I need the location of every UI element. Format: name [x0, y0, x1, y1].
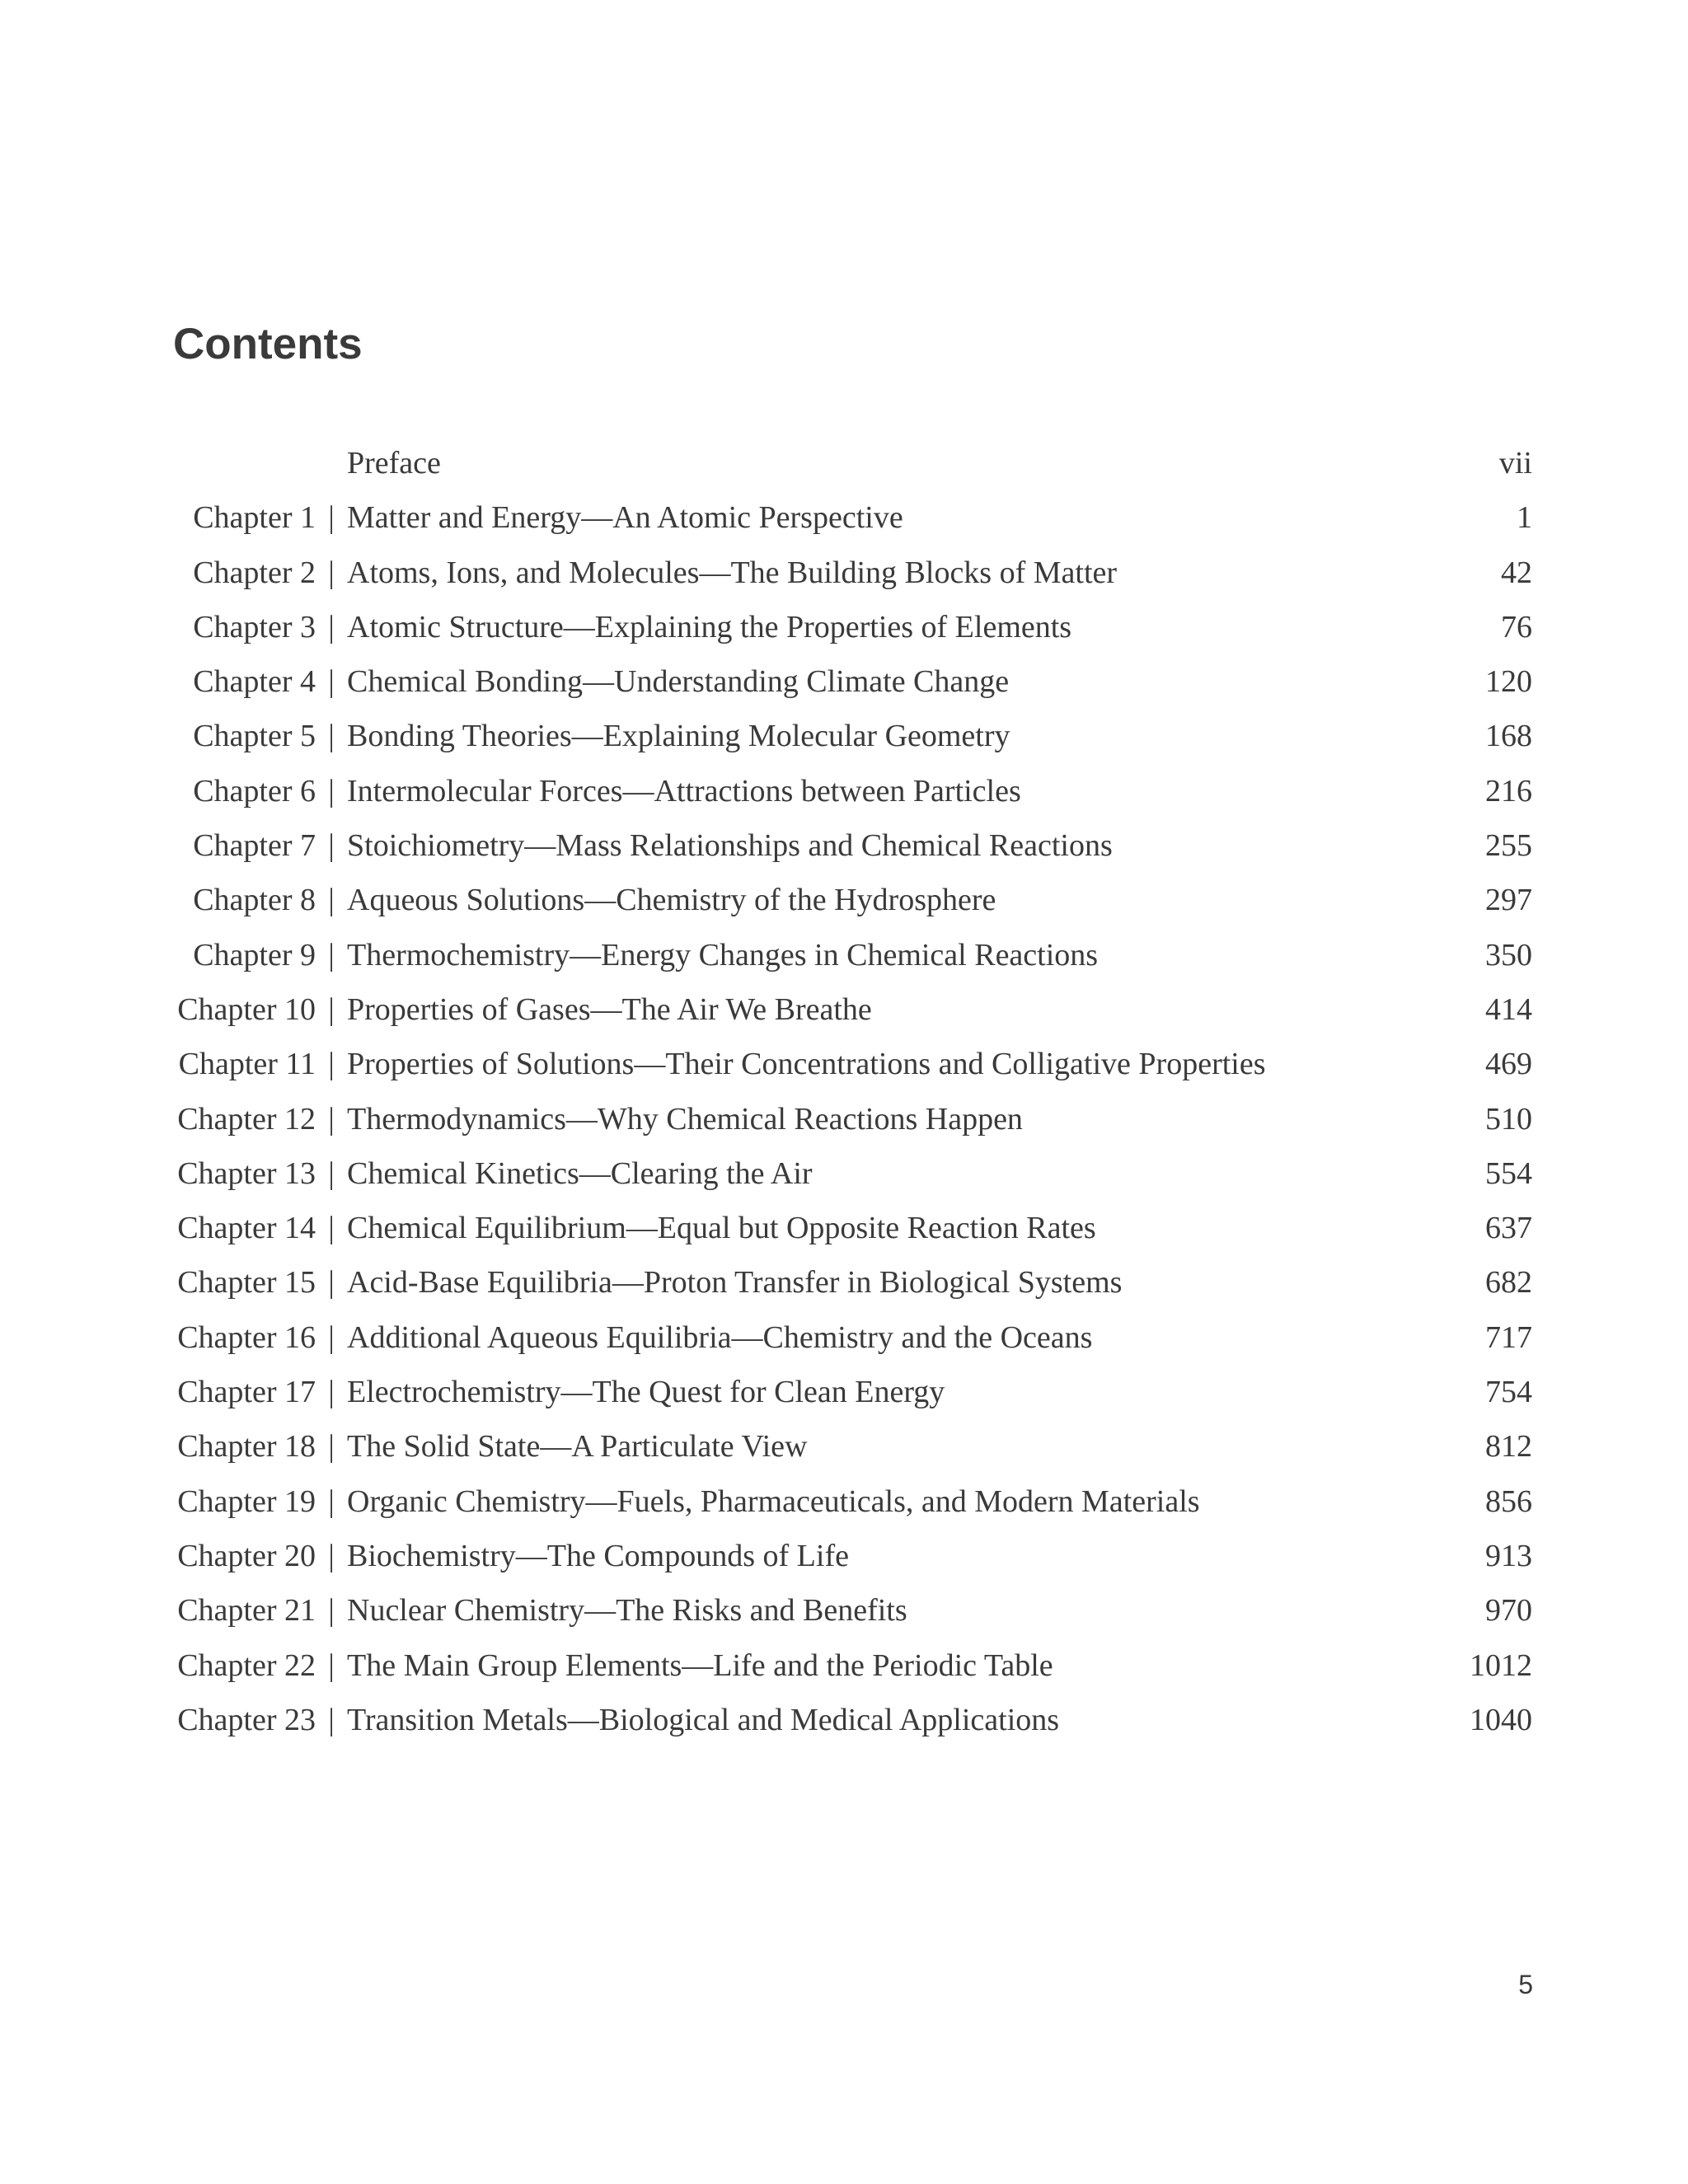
- entry-title: Preface: [347, 446, 441, 480]
- entry-page-number: 970: [1485, 1593, 1532, 1629]
- chapter-separator: |: [328, 719, 335, 754]
- chapter-label: Chapter 12: [177, 1101, 316, 1137]
- chapter-separator: |: [328, 555, 335, 590]
- entry-page-number: 754: [1485, 1375, 1532, 1410]
- entry-title: Thermodynamics—Why Chemical Reactions Happen: [347, 1101, 1023, 1137]
- entry-page-number: 637: [1485, 1211, 1532, 1246]
- toc-entry-chapter: [0, 1365, 1688, 1419]
- chapter-separator: |: [328, 773, 335, 808]
- entry-page-number: 414: [1485, 991, 1532, 1027]
- entry-page-number: 812: [1485, 1429, 1532, 1465]
- entry-page-number: 913: [1485, 1538, 1532, 1573]
- toc-entry-chapter: [0, 1310, 1688, 1365]
- toc-entry-chapter: [0, 709, 1688, 763]
- entry-page-number: 682: [1485, 1265, 1532, 1301]
- chapter-label: Chapter 6: [193, 773, 316, 808]
- chapter-label: Chapter 16: [177, 1319, 316, 1355]
- entry-page-number: 717: [1485, 1319, 1532, 1355]
- toc-entry-chapter: [0, 818, 1688, 873]
- entry-page-number: 1012: [1470, 1647, 1532, 1683]
- chapter-separator: |: [328, 500, 335, 536]
- entry-title: Organic Chemistry—Fuels, Pharmaceuticals, and Modern Materials: [347, 1483, 1200, 1519]
- toc-entry-chapter: [0, 1037, 1688, 1091]
- page-title: Contents: [173, 320, 363, 368]
- chapter-label: Chapter 19: [177, 1483, 316, 1519]
- entry-title: Acid-Base Equilibria—Proton Transfer in Biological Systems: [347, 1265, 1123, 1301]
- chapter-label: Chapter 22: [177, 1647, 316, 1683]
- entry-page-number: 216: [1485, 773, 1532, 808]
- table-of-contents: [0, 436, 1688, 1747]
- entry-title: The Main Group Elements—Life and the Periodic Table: [347, 1647, 1053, 1683]
- chapter-separator: |: [328, 609, 335, 644]
- chapter-separator: |: [328, 1155, 335, 1191]
- toc-entry-chapter: [0, 1529, 1688, 1583]
- chapter-separator: |: [328, 883, 335, 918]
- chapter-label: Chapter 7: [193, 828, 316, 864]
- chapter-label: Chapter 14: [177, 1211, 316, 1246]
- entry-title: Aqueous Solutions—Chemistry of the Hydrosphere: [347, 883, 996, 918]
- entry-title: Additional Aqueous Equilibria—Chemistry and the Oceans: [347, 1319, 1093, 1355]
- toc-entry-chapter: [0, 1092, 1688, 1146]
- chapter-separator: |: [328, 1647, 335, 1683]
- entry-title: Properties of Gases—The Air We Breathe: [347, 991, 872, 1027]
- chapter-separator: |: [328, 1375, 335, 1410]
- entry-title: Chemical Kinetics—Clearing the Air: [347, 1155, 813, 1191]
- chapter-label: Chapter 11: [178, 1047, 316, 1082]
- chapter-separator: |: [328, 1593, 335, 1629]
- toc-entry-chapter: [0, 654, 1688, 709]
- chapter-label: Chapter 23: [177, 1702, 316, 1737]
- entry-page-number: 469: [1485, 1047, 1532, 1082]
- toc-entry-chapter: [0, 1583, 1688, 1638]
- toc-entry-chapter: [0, 1638, 1688, 1693]
- chapter-label: Chapter 1: [193, 500, 316, 536]
- toc-entry-chapter: [0, 600, 1688, 654]
- entry-page-number: 76: [1501, 609, 1532, 644]
- chapter-separator: |: [328, 1265, 335, 1301]
- page-number: 5: [1518, 1970, 1533, 1999]
- chapter-separator: |: [328, 1047, 335, 1082]
- entry-page-number: 554: [1485, 1155, 1532, 1191]
- chapter-label: Chapter 13: [177, 1155, 316, 1191]
- chapter-label: Chapter 15: [177, 1265, 316, 1301]
- entry-page-number: 120: [1485, 664, 1532, 700]
- entry-title: Thermochemistry—Energy Changes in Chemical Reactions: [347, 937, 1099, 972]
- entry-title: Biochemistry—The Compounds of Life: [347, 1538, 849, 1573]
- toc-entry-chapter: [0, 546, 1688, 600]
- entry-page-number: 856: [1485, 1483, 1532, 1519]
- chapter-label: Chapter 9: [193, 937, 316, 972]
- chapter-separator: |: [328, 1211, 335, 1246]
- chapter-label: Chapter 20: [177, 1538, 316, 1573]
- chapter-label: Chapter 21: [177, 1593, 316, 1629]
- toc-entry-preface: [0, 436, 1688, 490]
- chapter-separator: |: [328, 1483, 335, 1519]
- entry-title: Electrochemistry—The Quest for Clean Energy: [347, 1375, 945, 1410]
- entry-page-number: 1040: [1470, 1702, 1532, 1737]
- entry-title: Matter and Energy—An Atomic Perspective: [347, 500, 903, 536]
- entry-title: Bonding Theories—Explaining Molecular Geometry: [347, 719, 1010, 754]
- chapter-separator: |: [328, 1319, 335, 1355]
- entry-title: Intermolecular Forces—Attractions between Particles: [347, 773, 1021, 808]
- toc-entry-chapter: [0, 1474, 1688, 1529]
- chapter-label: Chapter 2: [193, 555, 316, 590]
- toc-entry-chapter: [0, 490, 1688, 545]
- entry-title: Nuclear Chemistry—The Risks and Benefits: [347, 1593, 907, 1629]
- entry-page-number: 297: [1485, 883, 1532, 918]
- toc-entry-chapter: [0, 1255, 1688, 1310]
- entry-page-number: 42: [1501, 555, 1532, 590]
- chapter-label: Chapter 17: [177, 1375, 316, 1410]
- entry-page-number: 168: [1485, 719, 1532, 754]
- chapter-label: Chapter 4: [193, 664, 316, 700]
- chapter-separator: |: [328, 664, 335, 700]
- toc-entry-chapter: [0, 1146, 1688, 1201]
- chapter-separator: |: [328, 1702, 335, 1737]
- toc-entry-chapter: [0, 1201, 1688, 1255]
- chapter-label: Chapter 18: [177, 1429, 316, 1465]
- chapter-separator: |: [328, 1538, 335, 1573]
- chapter-label: Chapter 3: [193, 609, 316, 644]
- toc-entry-chapter: [0, 982, 1688, 1037]
- toc-entry-chapter: [0, 764, 1688, 818]
- chapter-label: Chapter 10: [177, 991, 316, 1027]
- entry-title: Transition Metals—Biological and Medical Applications: [347, 1702, 1060, 1737]
- chapter-separator: |: [328, 1429, 335, 1465]
- entry-title: Chemical Equilibrium—Equal but Opposite Reaction Rates: [347, 1211, 1096, 1246]
- entry-title: Atoms, Ions, and Molecules—The Building Blocks of Matter: [347, 555, 1118, 590]
- entry-title: Chemical Bonding—Understanding Climate Change: [347, 664, 1010, 700]
- entry-title: Properties of Solutions—Their Concentrations and Colligative Properties: [347, 1047, 1266, 1082]
- entry-page-number: 350: [1485, 937, 1532, 972]
- entry-title: The Solid State—A Particulate View: [347, 1429, 808, 1465]
- entry-page-number: vii: [1498, 446, 1532, 480]
- chapter-separator: |: [328, 991, 335, 1027]
- chapter-label: Chapter 8: [193, 883, 316, 918]
- chapter-label: Chapter 5: [193, 719, 316, 754]
- toc-entry-chapter: [0, 1419, 1688, 1474]
- toc-entry-chapter: [0, 1693, 1688, 1747]
- toc-entry-chapter: [0, 928, 1688, 982]
- entry-page-number: 255: [1485, 828, 1532, 864]
- toc-entry-chapter: [0, 873, 1688, 927]
- chapter-separator: |: [328, 937, 335, 972]
- chapter-separator: |: [328, 1101, 335, 1137]
- chapter-separator: |: [328, 828, 335, 864]
- entry-title: Stoichiometry—Mass Relationships and Chemical Reactions: [347, 828, 1113, 864]
- entry-page-number: 1: [1517, 500, 1532, 536]
- entry-title: Atomic Structure—Explaining the Properties of Elements: [347, 609, 1072, 644]
- entry-page-number: 510: [1485, 1101, 1532, 1137]
